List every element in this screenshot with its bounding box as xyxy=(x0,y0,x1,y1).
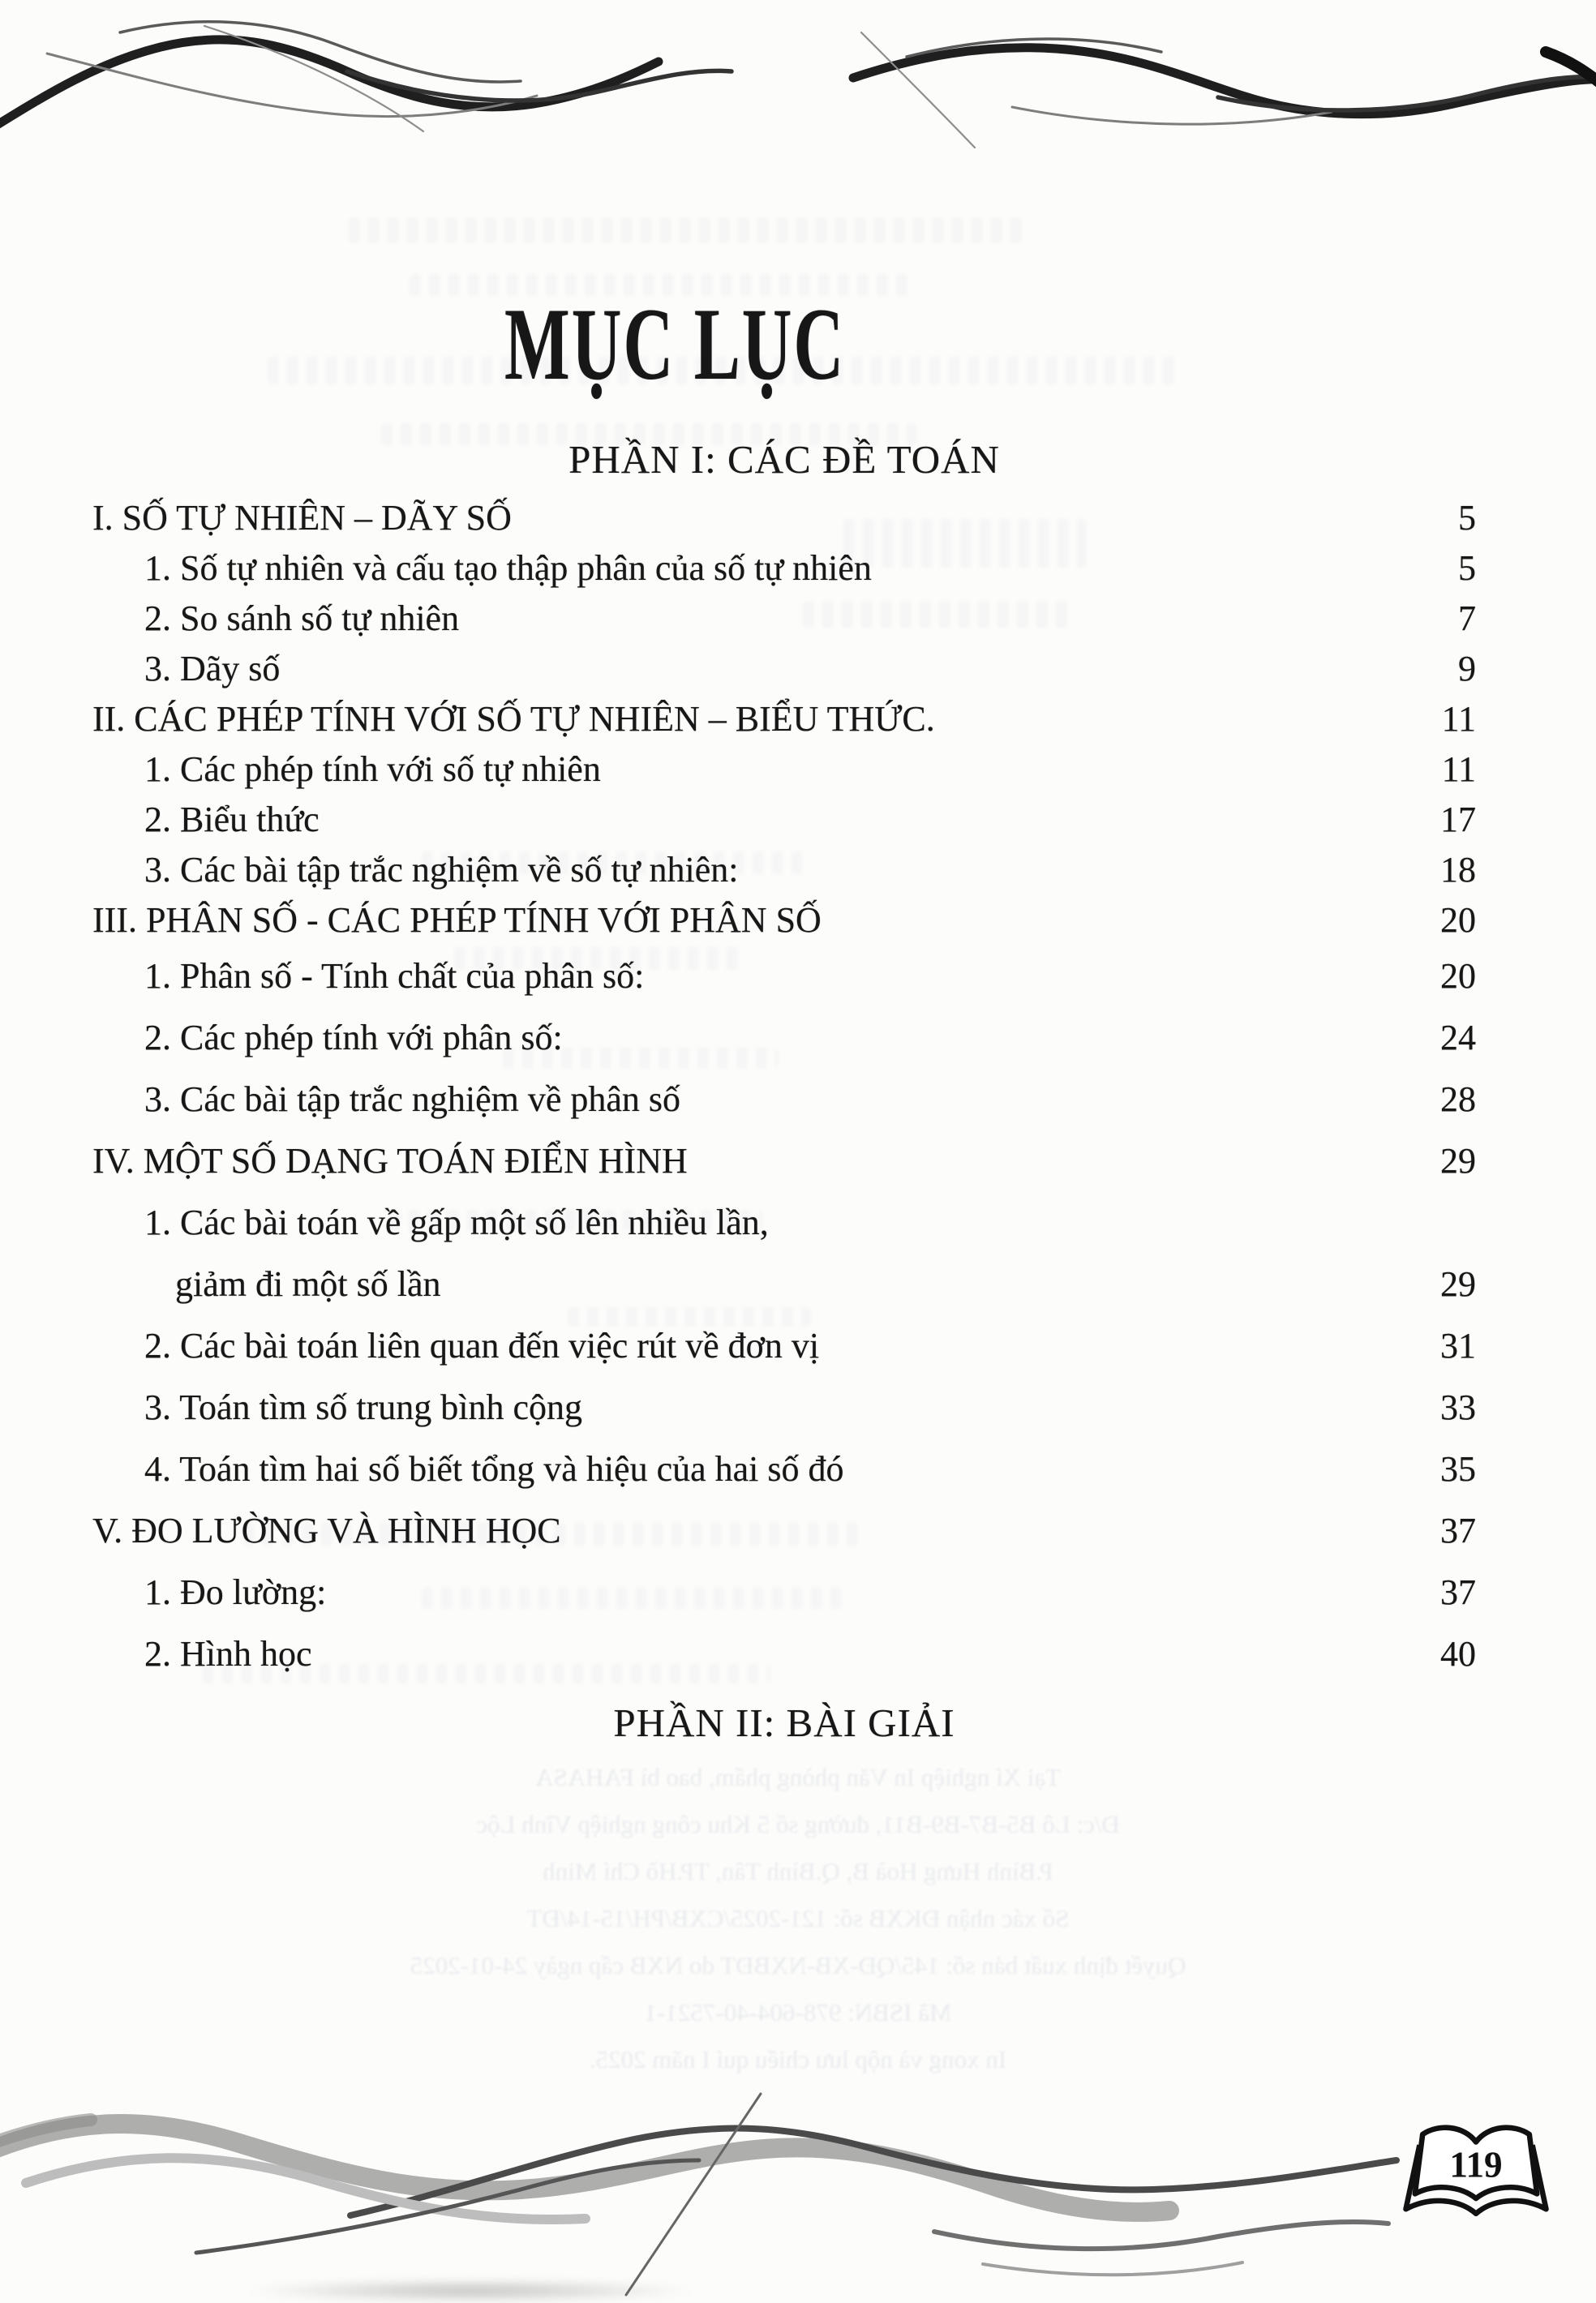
bleedthrough-line: Đ/c: Lô B5-B7-B9-B11, đường số 5 Khu công nghiệp Vĩnh Lộc xyxy=(476,1810,1120,1838)
toc-item-page: 37 xyxy=(1440,1511,1476,1550)
toc-item xyxy=(92,594,1476,644)
part1-heading: PHẦN I: CÁC ĐỀ TOÁN xyxy=(568,437,1000,482)
toc-item xyxy=(92,644,1476,694)
toc-item-label: 3. Các bài tập trắc nghiệm về số tự nhiên: xyxy=(144,850,739,890)
toc-item-page: 20 xyxy=(1440,956,1476,996)
toc-item-label: 2. Các bài toán liên quan đến việc rút về đơn vị xyxy=(144,1326,820,1366)
toc-item-page: 20 xyxy=(1440,900,1476,940)
bleedthrough-text xyxy=(0,1754,1596,2083)
toc-item-label: 2. Biểu thức xyxy=(144,800,320,839)
toc-item-label: 4. Toán tìm hai số biết tổng và hiệu của hai số đó xyxy=(144,1449,844,1489)
bleedthrough-line: P.Bình Hưng Hoà B, Q.Bình Tân, TP.Hồ Chí Minh xyxy=(543,1857,1053,1885)
toc-item-label: II. CÁC PHÉP TÍNH VỚI SỐ TỰ NHIÊN – BIỂU THỨC. xyxy=(92,699,935,739)
bleedthrough-line: Tại Xí nghiệp In Văn phòng phẩm, bao bì FAHASA xyxy=(534,1763,1062,1791)
toc-list xyxy=(92,493,1476,1685)
toc-item-page: 18 xyxy=(1440,850,1476,890)
toc-item xyxy=(92,1069,1476,1130)
toc-item xyxy=(92,795,1476,845)
toc-item xyxy=(92,1623,1476,1685)
toc-item-page: 9 xyxy=(1458,649,1476,688)
toc-item-page: 11 xyxy=(1441,699,1476,739)
toc-item-page: 11 xyxy=(1441,749,1476,789)
toc-item-label: 3. Toán tìm số trung bình cộng xyxy=(144,1387,582,1427)
toc-item-label: 2. Hình học xyxy=(144,1634,312,1674)
toc-item-page: 28 xyxy=(1440,1079,1476,1119)
toc-item xyxy=(92,543,1476,594)
toc-item xyxy=(92,1377,1476,1439)
page-title: MỤC LỤC xyxy=(504,287,846,402)
toc-item xyxy=(92,946,1476,1007)
toc-item-page: 31 xyxy=(1440,1326,1476,1366)
toc-item-page: 7 xyxy=(1458,598,1476,638)
toc-item-page: 29 xyxy=(1440,1141,1476,1181)
toc-item-label: 2. So sánh số tự nhiên xyxy=(144,598,460,638)
toc-item-page: 5 xyxy=(1458,498,1476,538)
toc-item xyxy=(92,1315,1476,1377)
toc-item-page: 5 xyxy=(1458,548,1476,588)
toc-item-label: 3. Các bài tập trắc nghiệm về phân số xyxy=(144,1079,681,1119)
toc-item-label: 3. Dãy số xyxy=(144,649,281,688)
toc-item-page: 24 xyxy=(1440,1018,1476,1057)
table-of-contents xyxy=(92,436,1476,1747)
open-book-icon xyxy=(1400,2113,1552,2233)
toc-item-label: 1. Đo lường: xyxy=(144,1572,327,1612)
toc-item xyxy=(92,744,1476,795)
toc-item xyxy=(92,1192,1476,1315)
toc-item-label: 2. Các phép tính với phân số: xyxy=(144,1018,563,1057)
toc-item-label: I. SỐ TỰ NHIÊN – DÃY SỐ xyxy=(92,498,512,538)
toc-item-label: IV. MỘT SỐ DẠNG TOÁN ĐIỂN HÌNH xyxy=(92,1141,688,1181)
toc-item xyxy=(92,694,1476,744)
toc-item-label: 1. Các phép tính với số tự nhiên xyxy=(144,749,601,789)
toc-item xyxy=(92,1500,1476,1562)
page-number: 119 xyxy=(1449,2144,1503,2185)
toc-item-label: 1. Các bài toán về gấp một số lên nhiều lần, giảm đi một số lần xyxy=(144,1203,769,1304)
toc-item-page: 29 xyxy=(1440,1264,1476,1304)
bleedthrough-line: Mã ISBN: 978-604-40-7521-1 xyxy=(644,1998,952,2026)
bleedthrough-line: In xong và nộp lưu chiểu quí I năm 2025. xyxy=(589,2045,1007,2074)
toc-item-label: 1. Phân số - Tính chất của phân số: xyxy=(144,956,645,996)
toc-item xyxy=(92,1562,1476,1623)
bleedthrough-line: Số xác nhận ĐKXB số: 121-2025/CXB/PH/15-14/ĐT xyxy=(526,1904,1070,1932)
toc-item-page: 33 xyxy=(1440,1387,1476,1427)
toc-item xyxy=(92,1007,1476,1069)
toc-item-label: III. PHÂN SỐ - CÁC PHÉP TÍNH VỚI PHÂN SỐ xyxy=(92,900,822,940)
toc-item-page: 37 xyxy=(1440,1572,1476,1612)
part2-heading: PHẦN II: BÀI GIẢI xyxy=(613,1700,955,1745)
bleedthrough-line: Quyết định xuất bản số: 145/QĐ-XB-NXBĐT do NXB cấp ngày 24-01-2025 xyxy=(410,1951,1186,1979)
top-wave-decoration xyxy=(0,0,1596,170)
toc-item-label: V. ĐO LƯỜNG VÀ HÌNH HỌC xyxy=(92,1511,561,1550)
toc-item xyxy=(92,1130,1476,1192)
toc-item-page: 40 xyxy=(1440,1634,1476,1674)
toc-item xyxy=(92,845,1476,895)
toc-item xyxy=(92,1439,1476,1500)
scan-smudge xyxy=(243,2279,697,2303)
bottom-wave-decoration xyxy=(0,2092,1596,2303)
toc-item-page: 35 xyxy=(1440,1449,1476,1489)
toc-item-page: 17 xyxy=(1440,800,1476,839)
bleedthrough-streak xyxy=(349,217,1022,243)
toc-item xyxy=(92,493,1476,543)
toc-item-label: 1. Số tự nhiên và cấu tạo thập phân của số tự nhiên xyxy=(144,548,872,588)
toc-item xyxy=(92,895,1476,946)
